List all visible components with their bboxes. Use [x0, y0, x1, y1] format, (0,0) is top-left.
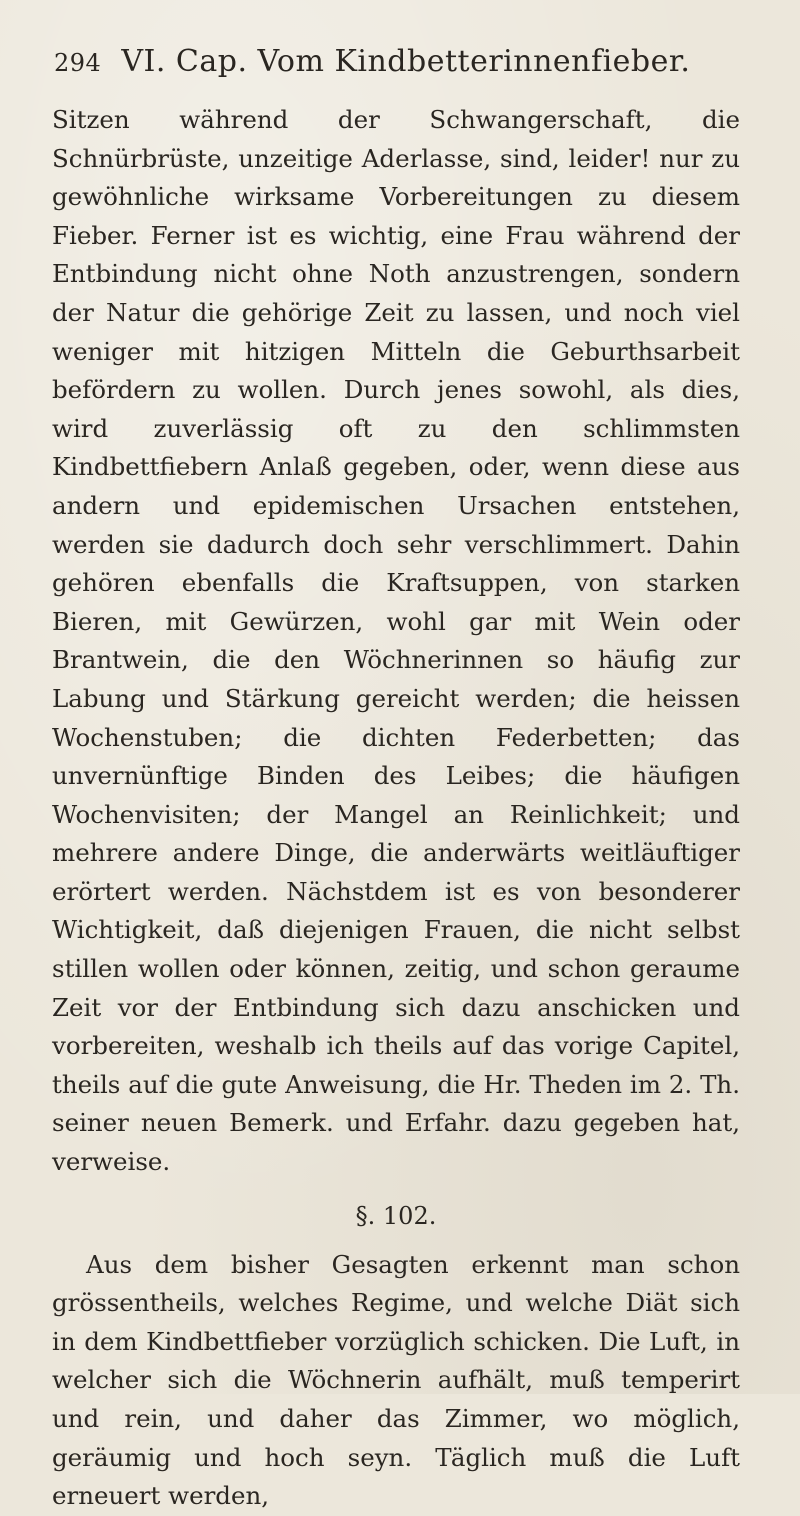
paragraph-1: Sitzen während der Schwangerschaft, die Schnürbrüste, unzeitige Aderlasse, sind, leider! nur zu gewöhnliche wirksame Vorbereitungen zu diesem Fieber. Ferner ist es wichtig, eine Frau während der Entbindung nicht ohne Noth anzustrengen, sondern der Natur die gehörige Zeit zu lassen, und noch viel weniger mit hitzigen Mitteln die Geburthsarbeit befördern zu wollen. Durch jenes sowohl, als dies, wird zuverlässig oft zu den schlimmsten Kindbettfiebern Anlaß gegeben, oder, wenn diese aus andern und epidemischen Ursachen entstehen, werden sie dadurch doch sehr verschlimmert. Dahin gehören ebenfalls die Kraftsuppen, von starken Bieren, mit Gewürzen, wohl gar mit Wein oder Brantwein, die den Wöchnerinnen so häufig zur Labung und Stärkung gereicht werden; die heissen Wochenstuben; die dichten Federbetten; das unvernünftige Binden des Leibes; die häufigen Wochenvisiten; der Mangel an Reinlichkeit; und mehrere andere Dinge, die anderwärts weitläuftiger erörtert werden. Nächstdem ist es von besonderer Wichtigkeit, daß diejenigen Frauen, die nicht selbst stillen wollen oder können, zeitig, und schon geraume Zeit vor der Entbindung sich dazu anschicken und vorbereiten, weshalb ich theils auf das vorige Capitel, theils auf die gute Anweisung, die Hr. Theden im 2. Th. seiner neuen Bemerk. und Erfahr. dazu gegeben hat, verweise.: [52, 105, 740, 1177]
paragraph-2: Aus dem bisher Gesagten erkennt man schon grössentheils, welches Regime, und welche Diät sich in dem Kindbettfieber vorzüglich schicken. Die Luft, in welcher sich die Wöchnerin aufhält, muß temperirt und rein, und daher das Zimmer, wo möglich, geräumig und hoch seyn. Täglich muß die Luft erneuert werden,: [52, 1249, 740, 1511]
running-head: [52, 42, 740, 83]
body-text: [52, 101, 740, 1516]
section-number: §. 102.: [355, 1201, 437, 1230]
page-number: 294: [54, 49, 102, 77]
running-title: VI. Cap. Vom Kindbetterinnenfieber.: [121, 44, 691, 79]
